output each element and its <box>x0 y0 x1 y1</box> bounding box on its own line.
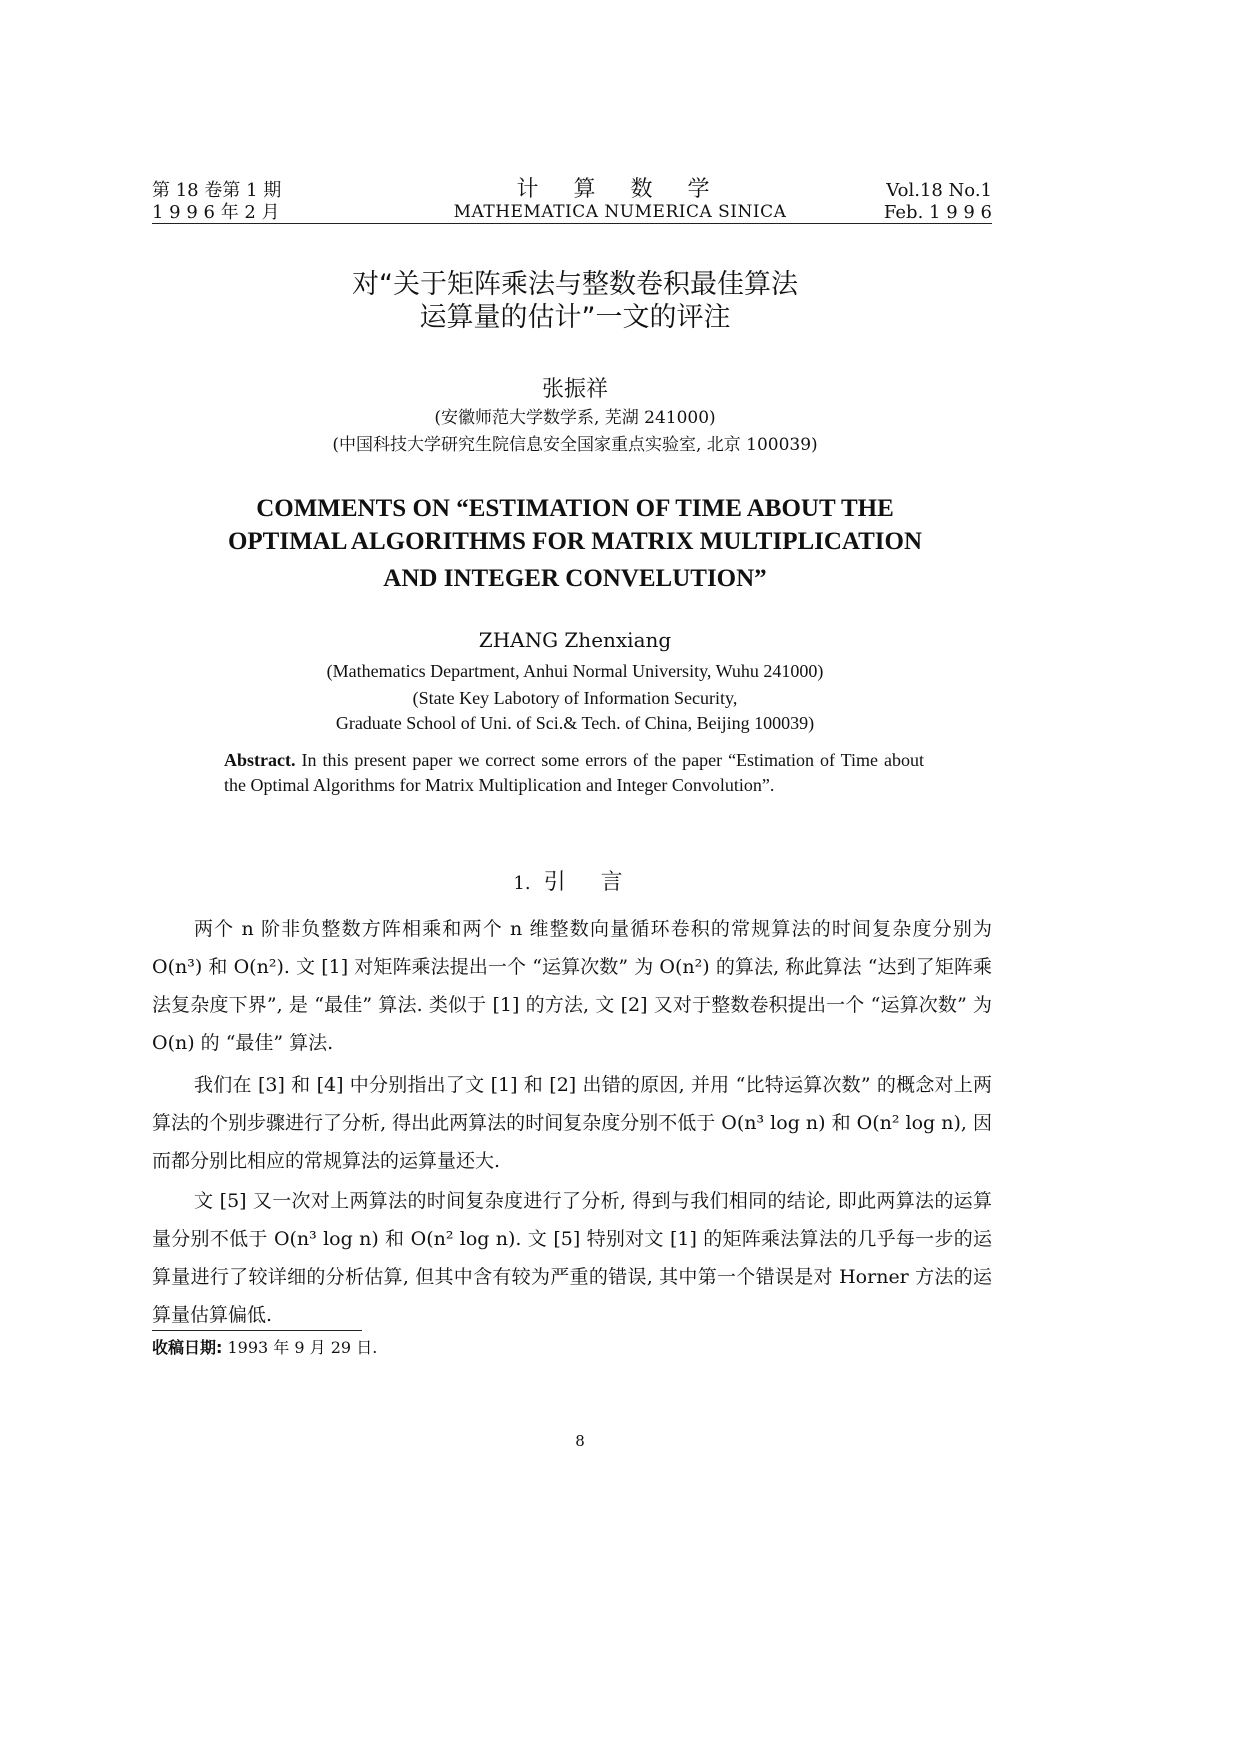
paper-title-cn <box>160 268 990 334</box>
volume-en: Vol.18 No.1 <box>886 180 992 201</box>
section-heading <box>160 865 990 896</box>
affiliation-en-1: (Mathematics Department, Anhui Normal University, Wuhu 241000) <box>326 661 824 681</box>
journal-name-cn: 计 算 数 学 <box>516 177 724 202</box>
paragraph-text: 文 [5] 又一次对上两算法的时间复杂度进行了分析, 得到与我们相同的结论, 即此两算法的运算量分别不低于 O(n³ log n) 和 O(n² log n). 文 [5] 特别对文 [1] 的矩阵乘法算法的几乎每一步的运算量进行了较详细的分析估算, 但其中含有较为严重的错误, 其中第一个错误是对 Horner 方法的运算量估算偏低. <box>152 1190 992 1326</box>
abstract-text: In this present paper we correct some errors of the paper “Estimation of Time about the Optimal Algorithms for Matrix Multiplication and Integer Convolution”. <box>224 750 924 795</box>
title-en-line-1: COMMENTS ON “ESTIMATION OF TIME ABOUT THE <box>256 495 894 522</box>
footnote <box>152 1336 377 1360</box>
body-paragraph-3 <box>152 1182 992 1334</box>
paper-title-en <box>150 492 1000 595</box>
section-title: 引 言 <box>543 870 637 895</box>
affiliation-cn-1: (安徽师范大学数学系, 芜湖 241000) <box>434 408 716 428</box>
author-en: ZHANG Zhenxiang <box>478 628 672 652</box>
header-center <box>380 178 860 222</box>
affiliation-en-2: (State Key Labotory of Information Security, <box>412 688 738 708</box>
body-paragraph-2 <box>152 1066 992 1180</box>
title-cn-line-2: 运算量的估计”一文的评注 <box>419 302 731 333</box>
header-rule <box>152 223 992 224</box>
paragraph-text: 两个 n 阶非负整数方阵相乘和两个 n 维整数向量循环卷积的常规算法的时间复杂度分别为 O(n³) 和 O(n²). 文 [1] 对矩阵乘法提出一个 “运算次数” 为 O(n²) 的算法, 称此算法 “达到了矩阵乘法复杂度下界”, 是 “最佳” 算法. 类似于 [1] 的方法, 文 [2] 又对于整数卷积提出一个 “运算次数” 为 O(n) 的 “最佳” 算法. <box>152 918 992 1054</box>
paragraph-text: 我们在 [3] 和 [4] 中分别指出了文 [1] 和 [2] 出错的原因, 并用 “比特运算次数” 的概念对上两算法的个别步骤进行了分析, 得出此两算法的时间复杂度分别不低于 O(n³ log n) 和 O(n² log n), 因而都分别比相应的常规算法的运算量还大. <box>152 1074 992 1172</box>
title-cn-line-1: 对“关于矩阵乘法与整数卷积最佳算法 <box>352 269 798 300</box>
affiliation-cn-2: (中国科技大学研究生院信息安全国家重点实验室, 北京 100039) <box>332 435 818 455</box>
section-number: 1. <box>513 873 531 894</box>
header-left <box>152 180 352 224</box>
body-paragraph-1 <box>152 910 992 1062</box>
date-cn: 1 9 9 6 年 2 月 <box>152 202 280 223</box>
page-number: 8 <box>575 1432 585 1450</box>
date-en: Feb. 1 9 9 6 <box>883 202 992 223</box>
author-cn: 张振祥 <box>541 377 608 402</box>
affiliation-en-3: Graduate School of Uni. of Sci.& Tech. of China, Beijing 100039) <box>335 713 815 733</box>
abstract-label: Abstract. <box>224 750 296 770</box>
footnote-label: 收稿日期: <box>152 1338 223 1357</box>
journal-name-en: MATHEMATICA NUMERICA SINICA <box>453 202 787 222</box>
volume-cn: 第 18 卷第 1 期 <box>152 180 282 201</box>
footnote-text: 1993 年 9 月 29 日. <box>227 1338 378 1357</box>
title-en-line-2: OPTIMAL ALGORITHMS FOR MATRIX MULTIPLICATION <box>227 528 923 555</box>
footnote-rule <box>152 1330 362 1331</box>
title-en-line-3: AND INTEGER CONVELUTION” <box>383 565 767 592</box>
abstract <box>224 748 924 798</box>
header-right <box>792 180 992 224</box>
